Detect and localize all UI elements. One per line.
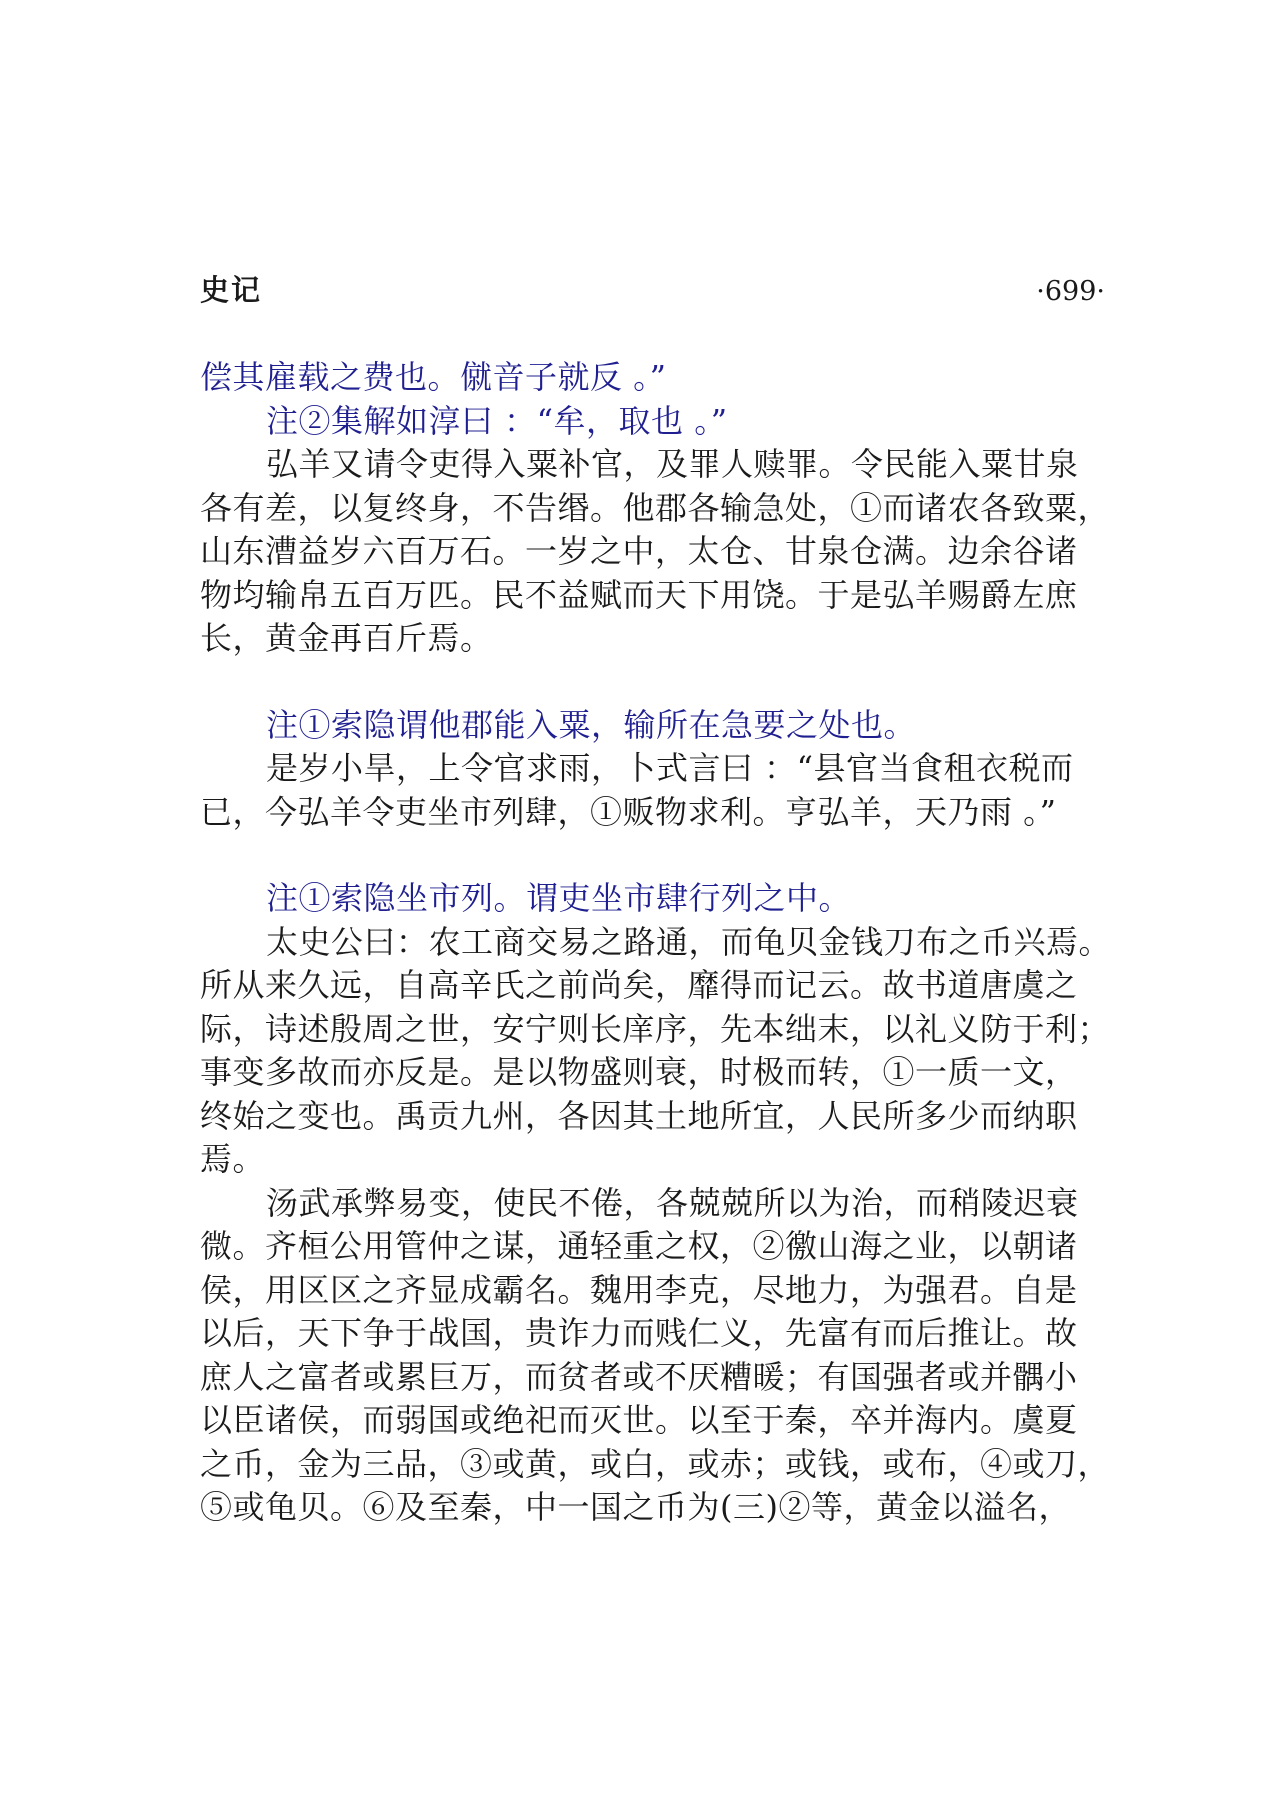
text-line: 汤武承弊易变，使民不倦，各兢兢所以为治，而稍陵迟衰 [266,1183,1079,1222]
text-line: 物均输帛五百万匹。民不益赋而天下用饶。于是弘羊赐爵左庶 [200,575,1078,614]
text-line: 已，今弘羊令吏坐市列肆，①贩物求利。亨弘羊，天乃雨 。” [200,792,1057,831]
text-line: 以臣诸侯，而弱国或绝祀而灭世。以至于秦，卒并海内。虞夏 [200,1401,1078,1439]
book-title: 史记 [200,273,263,307]
text-line: 事变多故而亦反是。是以物盛则衰，时极而转，①一质一文， [200,1053,1078,1091]
annotation-line: 注②集解如淳曰 ：“牟，取也 。” [266,401,728,440]
text-line: 焉。 [200,1140,266,1178]
page-number: ·699· [1036,276,1105,307]
text-line: 所从来久远，自高辛氏之前尚矣，靡得而记云。故书道唐虞之 [200,966,1078,1004]
text-line: 庶人之富者或累巨万，而贫者或不厌糟暖；有国强者或并髃小 [200,1357,1078,1396]
text-line: 际，诗述殷周之世，安宁则长庠序，先本绌末，以礼义防于利； [200,1009,1111,1048]
text-line: 微。齐桓公用管仲之谋，通轻重之权，②徼山海之业，以朝诸 [200,1227,1078,1265]
annotation-line: 偿其雇载之费也。僦音子就反 。” [200,358,667,396]
text-line: 侯，用区区之齐显成霸名。魏用李克，尽地力，为强君。自是 [200,1270,1078,1309]
text-line: 太史公曰：农工商交易之路通，而龟贝金钱刀布之币兴焉。 [266,922,1112,961]
text-line: 各有差，以复终身，不告缗。他郡各输急处，①而诸农各致粟， [200,488,1111,527]
annotation-line: 注①索隐谓他郡能入粟，输所在急要之处也。 [266,705,917,744]
text-line: 以后，天下争于战国，贵诈力而贱仁义，先富有而后推让。故 [200,1314,1078,1352]
body-text [200,356,1112,1530]
text-line: 长，黄金再百斤焉。 [200,619,493,657]
text-line: 之币，金为三品，③或黄，或白，或赤；或钱，或布，④或刀， [200,1444,1111,1483]
paragraph-gap [200,661,1105,704]
page-header [200,268,1105,314]
annotation-line: 注①索隐坐市列。谓吏坐市肆行列之中。 [266,879,852,917]
document-page [200,268,1112,1530]
text-line: ⑤或龟贝。⑥及至秦，中一国之币为(三)②等，黄金以溢名， [200,1488,1071,1526]
text-line: 弘羊又请令吏得入粟补官，及罪人赎罪。令民能入粟甘泉 [266,445,1079,483]
text-line: 山东漕益岁六百万石。一岁之中，太仓、甘泉仓满。边余谷诸 [200,532,1078,570]
text-line: 是岁小旱，上令官求雨，卜式言曰 ：“县官当食租衣税而 [266,749,1074,787]
text-line: 终始之变也。禹贡九州，各因其土地所宜，人民所多少而纳职 [200,1096,1078,1135]
paragraph-gap [200,834,1105,877]
